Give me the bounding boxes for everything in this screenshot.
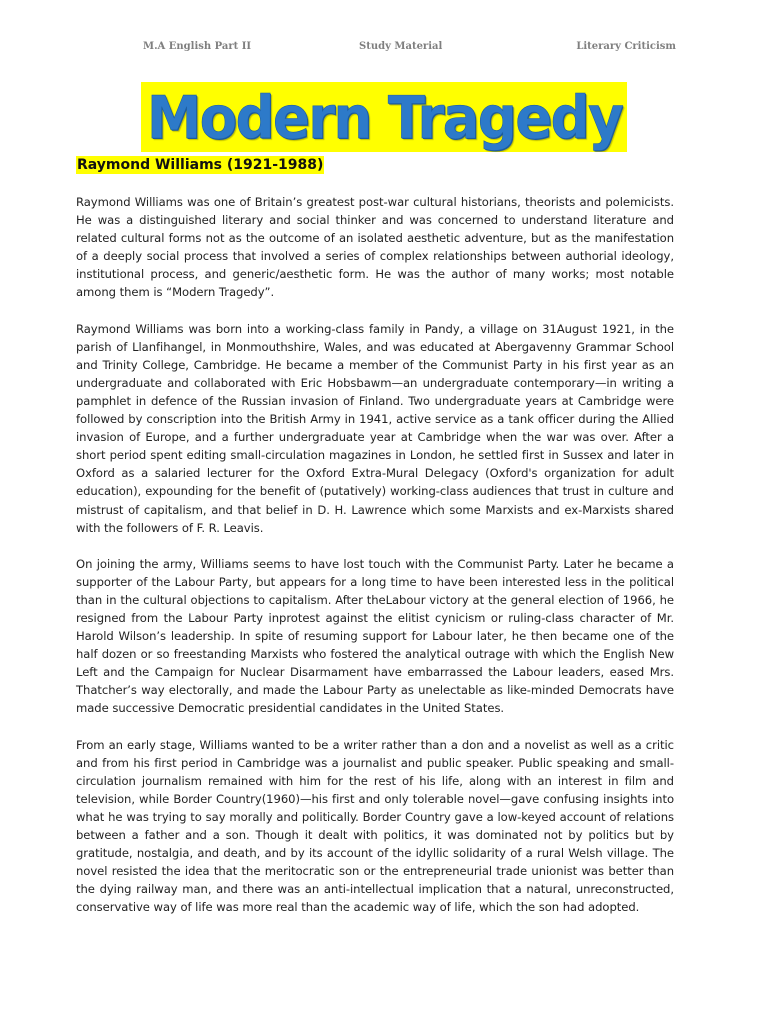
paragraph: From an early stage, Williams wanted to be a writer rather than a don and a novelist as well as a critic and from his first period in Cambridge was a journalist and public speaker. Public speaking and small-circulation journalism remained with him for the rest of his life, along with an interest in film and television, while Border Country(1960)—his first and only tolerable novel—gave confusing insights into what he was trying to say morally and politically. Border Country gave a low-keyed account of relations between a father and a son. Though it dealt with politics, it was dominated not by politics but by gratitude, nostalgia, and death, and by its account of the idyllic solidarity of a rural Welsh village. The novel resisted the idea that the meritocratic son or the entrepreneurial trade unionist was better than the dying railway man, and there was an anti-intellectual implication that a natural, unreconstructed, conservative way of life was more real than the academic way of life, which the son had adopted. <box>76 737 674 915</box>
body-text <box>76 193 674 934</box>
header-material: Study Material <box>359 41 443 52</box>
paragraph: Raymond Williams was one of Britain’s greatest post-war cultural historians, theorists and polemicists. He was a distinguished literary and social thinker and was concerned to understand literature and related cultural forms not as the outcome of an isolated aesthetic adventure, but as the manifestation of a deeply social process that involved a series of complex relationships between authorial ideology, institutional process, and generic/aesthetic form. He was the author of many works; most notable among them is “Modern Tragedy”. <box>76 195 674 300</box>
paragraph: On joining the army, Williams seems to have lost touch with the Communist Party. Later he became a supporter of the Labour Party, but appears for a long time to have been interested less in the political than in the cultural objections to capitalism. After theLabour victory at the general election of 1966, he resigned from the Labour Party inprotest against the elitist cynicism or ruling-class character of Mr. Harold Wilson’s leadership. In spite of resuming support for Labour later, he then became one of the half dozen or so freestanding Marxists who fostered the analytical outrage with which the English New Left and the Campaign for Nuclear Disarmament have embarrassed the Labour leaders, eased Mrs. Thatcher’s way electorally, and made the Labour Party as unelectable as like-minded Democrats have made successive Democratic presidential candidates in the United States. <box>76 556 674 716</box>
author-heading: Raymond Williams (1921-1988) <box>77 157 324 173</box>
running-header <box>76 41 676 55</box>
header-subject: Literary Criticism <box>576 41 676 52</box>
header-course: M.A English Part II <box>143 41 252 52</box>
paragraph: Raymond Williams was born into a working-class family in Pandy, a village on 31August 1921, in the parish of Llanfihangel, in Monmouthshire, Wales, and was educated at Abergavenny Grammar School and Trinity College, Cambridge. He became a member of the Communist Party in his first year as an undergraduate and collaborated with Eric Hobsbawm—an undergraduate contemporary—in writing a pamphlet in defence of the Russian invasion of Finland. Two undergraduate years at Cambridge were followed by conscription into the British Army in 1941, active service as a tank officer during the Allied invasion of Europe, and a further undergraduate year at Cambridge when the war was over. After a short period spent editing small-circulation magazines in London, he settled first in Sussex and later in Oxford as a salaried lecturer for the Oxford Extra-Mural Delegacy (Oxford's organization for adult education), expounding for the benefit of (putatively) working-class audiences that trust in culture and mistrust of capitalism, and that belief in D. H. Lawrence which some Marxists and ex-Marxists shared with the followers of F. R. Leavis. <box>76 321 674 535</box>
page-title: Modern Tragedy <box>146 82 622 152</box>
title-banner <box>141 82 627 152</box>
